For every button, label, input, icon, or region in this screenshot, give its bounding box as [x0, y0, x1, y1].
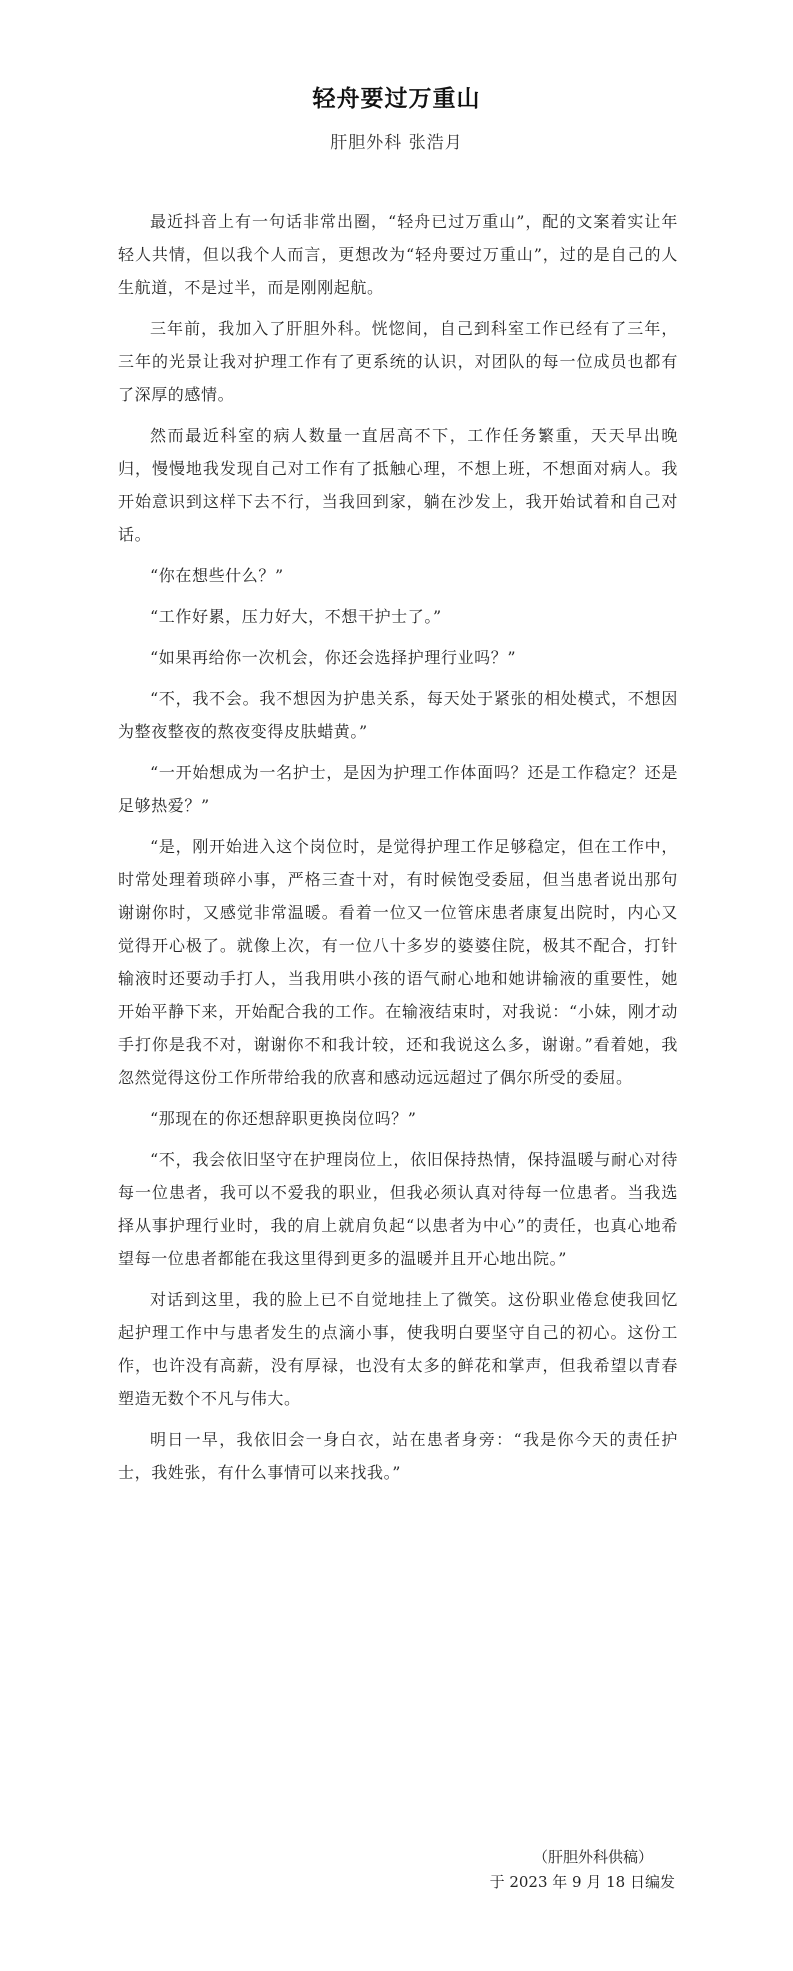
- paragraph: “是，刚开始进入这个岗位时，是觉得护理工作足够稳定，但在工作中，时常处理着琐碎小事，严格三查十对，有时候饱受委屈，但当患者说出那句谢谢你时，又感觉非常温暖。看着一位又一位管床患者康复出院时，内心又觉得开心极了。就像上次，有一位八十多岁的婆婆住院，极其不配合，打针输液时还要动手打人，当我用哄小孩的语气耐心地和她讲输液的重要性，她开始平静下来，开始配合我的工作。在输液结束时，对我说：“小妹，刚才动手打你是我不对，谢谢你不和我计较，还和我说这么多，谢谢。”看着她，我忽然觉得这份工作所带给我的欣喜和感动远远超过了偶尔所受的委屈。: [118, 837, 678, 1087]
- paragraph: “不，我会依旧坚守在护理岗位上，依旧保持热情，保持温暖与耐心对待每一位患者，我可以不爱我的职业，但我必须认真对待每一位患者。当我选择从事护理行业时，我的肩上就肩负起“以患者为中心”的责任，也真心地希望每一位患者都能在我这里得到更多的温暖并且开心地出院。”: [118, 1150, 678, 1268]
- publish-date: 于 2023 年 9 月 18 日编发: [489, 1873, 675, 1891]
- paragraph: “工作好累，压力好大，不想干护士了。”: [150, 607, 442, 626]
- paragraph: 对话到这里，我的脸上已不自觉地挂上了微笑。这份职业倦怠使我回忆起护理工作中与患者发生的点滴小事，使我明白要坚守自己的初心。这份工作，也许没有高薪，没有厚禄，也没有太多的鲜花和掌声，但我希望以青春塑造无数个不凡与伟大。: [118, 1290, 678, 1408]
- paragraph: “一开始想成为一名护士，是因为护理工作体面吗？还是工作稳定？还是足够热爱？”: [118, 763, 678, 815]
- paragraph: “如果再给你一次机会，你还会选择护理行业吗？”: [150, 648, 517, 667]
- paragraph: 明日一早，我依旧会一身白衣，站在患者身旁：“我是你今天的责任护士，我姓张，有什么事情可以来找我。”: [118, 1430, 678, 1482]
- paragraph: “那现在的你还想辞职更换岗位吗？”: [150, 1109, 417, 1128]
- paragraph: 三年前，我加入了肝胆外科。恍惚间，自己到科室工作已经有了三年，三年的光景让我对护理工作有了更系统的认识，对团队的每一位成员也都有了深厚的感情。: [118, 319, 678, 404]
- paragraph: 然而最近科室的病人数量一直居高不下，工作任务繁重，天天早出晚归，慢慢地我发现自己对工作有了抵触心理，不想上班，不想面对病人。我开始意识到这样下去不行，当我回到家，躺在沙发上，我开始试着和自己对话。: [118, 426, 678, 544]
- paragraph: 最近抖音上有一句话非常出圈，“轻舟已过万重山”，配的文案着实让年轻人共情，但以我个人而言，更想改为“轻舟要过万重山”，过的是自己的人生航道，不是过半，而是刚刚起航。: [118, 212, 678, 297]
- source-note: （肝胆外科供稿）: [532, 1848, 653, 1866]
- article-byline: 肝胆外科 张浩月: [330, 133, 463, 153]
- article-body: [118, 205, 678, 1497]
- paragraph: “你在想些什么？”: [150, 566, 284, 585]
- paragraph: “不，我不会。我不想因为护患关系，每天处于紧张的相处模式，不想因为整夜整夜的熬夜变得皮肤蜡黄。”: [118, 689, 678, 741]
- article-title: 轻舟要过万重山: [312, 86, 481, 112]
